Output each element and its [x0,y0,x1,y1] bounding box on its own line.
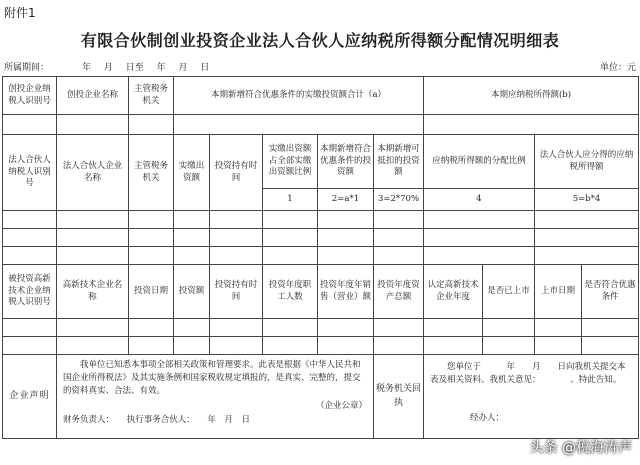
table-cell[interactable] [483,337,535,355]
declaration-label: 企业声明 [3,355,57,439]
attachment-label: 附件1 [4,6,36,20]
declaration-seal: （企业公章） [315,400,367,411]
receipt-box [424,355,639,439]
table-cell[interactable] [263,229,318,247]
table-cell[interactable] [3,337,57,355]
table-cell[interactable] [263,247,318,265]
table-cell[interactable] [582,319,639,337]
table-cell[interactable] [3,247,57,265]
table-cell[interactable] [57,115,129,135]
table-cell[interactable] [582,337,639,355]
formula-cell: 5=b*4 [535,189,639,211]
table-cell[interactable] [424,247,535,265]
header-tax-authority: 主管税务机关 [129,77,174,115]
table-cell[interactable] [174,337,210,355]
table-cell[interactable] [318,229,374,247]
table-cell[interactable] [129,247,174,265]
header-holding-period: 投资持有时间 [210,135,263,211]
header-allocated-income: 法人合伙人应分得的应纳税所得额 [535,135,639,189]
declaration-footer: 财务负责人： 执行事务合伙人： 年 月 日 [63,414,251,425]
table-cell[interactable] [174,319,210,337]
declaration-text: 我单位已知悉本事项全部相关政策和管理要求。此表是根据《中华人民共和国企业所得税法》及其实施条例和国家税收规定填报的，是真实、完整的，提交的资料真实、合法、有效。 [63,360,361,397]
header-invest-total: 本期新增符合优惠条件的实缴投资额合计（a） [174,77,424,115]
table-cell[interactable] [318,319,374,337]
header-taxable-income: 本期应纳税所得额(b) [424,77,639,115]
header-partner-authority: 主管税务机关 [129,135,174,211]
table-cell[interactable] [129,337,174,355]
table-cell[interactable] [374,319,424,337]
table-cell[interactable] [374,229,424,247]
header-certification-year: 认定高新技术企业年度 [424,265,483,319]
table-cell[interactable] [535,229,639,247]
header-staff-count: 投资年度职工人数 [263,265,318,319]
table-cell[interactable] [263,211,318,229]
table-cell[interactable] [174,115,424,135]
header-is-listed: 是否已上市 [483,265,535,319]
header-hightech-tax-id: 被投资高新技术企业纳税人识别号 [3,265,57,319]
header-partner-tax-id: 法人合伙人纳税人识别号 [3,135,57,211]
receipt-label: 税务机关回执 [374,355,424,439]
table-cell[interactable] [57,247,129,265]
detail-table [2,76,639,439]
table-cell[interactable] [174,247,210,265]
header-venture-tax-id: 创投企业纳税人识别号 [3,77,57,115]
table-cell[interactable] [374,211,424,229]
header-qualifies: 是否符合优惠条件 [582,265,639,319]
receipt-handler: 经办人： [470,413,505,424]
table-cell[interactable] [210,229,263,247]
period-range: 年 月 日至 年 月 日 [82,63,210,73]
header-investment-holding: 投资持有时间 [210,265,263,319]
table-cell[interactable] [535,319,582,337]
table-cell[interactable] [129,115,174,135]
formula-cell: 4 [424,189,535,211]
table-cell[interactable] [57,211,129,229]
table-cell[interactable] [3,115,57,135]
table-cell[interactable] [3,319,57,337]
table-cell[interactable] [210,247,263,265]
table-cell[interactable] [210,337,263,355]
formula-cell: 3=2*70% [374,189,424,211]
table-cell[interactable] [129,211,174,229]
table-cell[interactable] [424,211,535,229]
table-cell[interactable] [374,247,424,265]
table-cell[interactable] [424,319,483,337]
header-hightech-name: 高新技术企业名称 [57,265,129,319]
table-cell[interactable] [3,229,57,247]
watermark: 头条 @税海涛声 [529,440,632,456]
header-capital-ratio: 实缴出资额占全部实缴出资额比例 [263,135,318,189]
table-cell[interactable] [535,247,639,265]
table-cell[interactable] [57,319,129,337]
header-deductible-investment: 本期新增可抵扣的投资额 [374,135,424,189]
header-partner-name: 法人合伙人企业名称 [57,135,129,211]
table-cell[interactable] [424,229,535,247]
table-cell[interactable] [57,337,129,355]
table-cell[interactable] [210,319,263,337]
table-cell[interactable] [57,229,129,247]
formula-cell: 1 [263,189,318,211]
table-cell[interactable] [424,115,639,135]
unit-label: 单位：元 [599,63,636,73]
table-cell[interactable] [174,211,210,229]
table-cell[interactable] [263,319,318,337]
table-cell[interactable] [483,319,535,337]
table-cell[interactable] [129,319,174,337]
header-total-assets: 投资年度资产总额 [374,265,424,319]
table-cell[interactable] [318,247,374,265]
receipt-text: 您单位于 年 月 日向我机关提交本表及相关资料。我机关意见： 。特此告知。 [430,362,626,386]
table-cell[interactable] [535,337,582,355]
table-cell[interactable] [263,337,318,355]
header-venture-name: 创投企业名称 [57,77,129,115]
page-title: 有限合伙制创业投资企业法人合伙人应纳税所得额分配情况明细表 [80,31,560,50]
header-investment-amount: 投资额 [174,265,210,319]
period-label: 所属期间： [4,63,50,73]
table-cell[interactable] [174,229,210,247]
declaration-box [57,355,374,439]
table-cell[interactable] [129,229,174,247]
header-qualified-investment: 本期新增符合优惠条件的投资额 [318,135,374,189]
formula-cell: 2=a*1 [318,189,374,211]
header-annual-revenue: 投资年度年销售（营业）额 [318,265,374,319]
table-cell[interactable] [3,211,57,229]
table-cell[interactable] [318,211,374,229]
header-investment-date: 投资日期 [129,265,174,319]
table-cell[interactable] [535,211,639,229]
table-cell[interactable] [374,337,424,355]
header-listing-date: 上市日期 [535,265,582,319]
header-allocation-ratio: 应纳税所得额的分配比例 [424,135,535,189]
table-cell[interactable] [424,337,483,355]
table-cell[interactable] [210,211,263,229]
header-paid-capital: 实缴出资额 [174,135,210,211]
table-cell[interactable] [318,337,374,355]
